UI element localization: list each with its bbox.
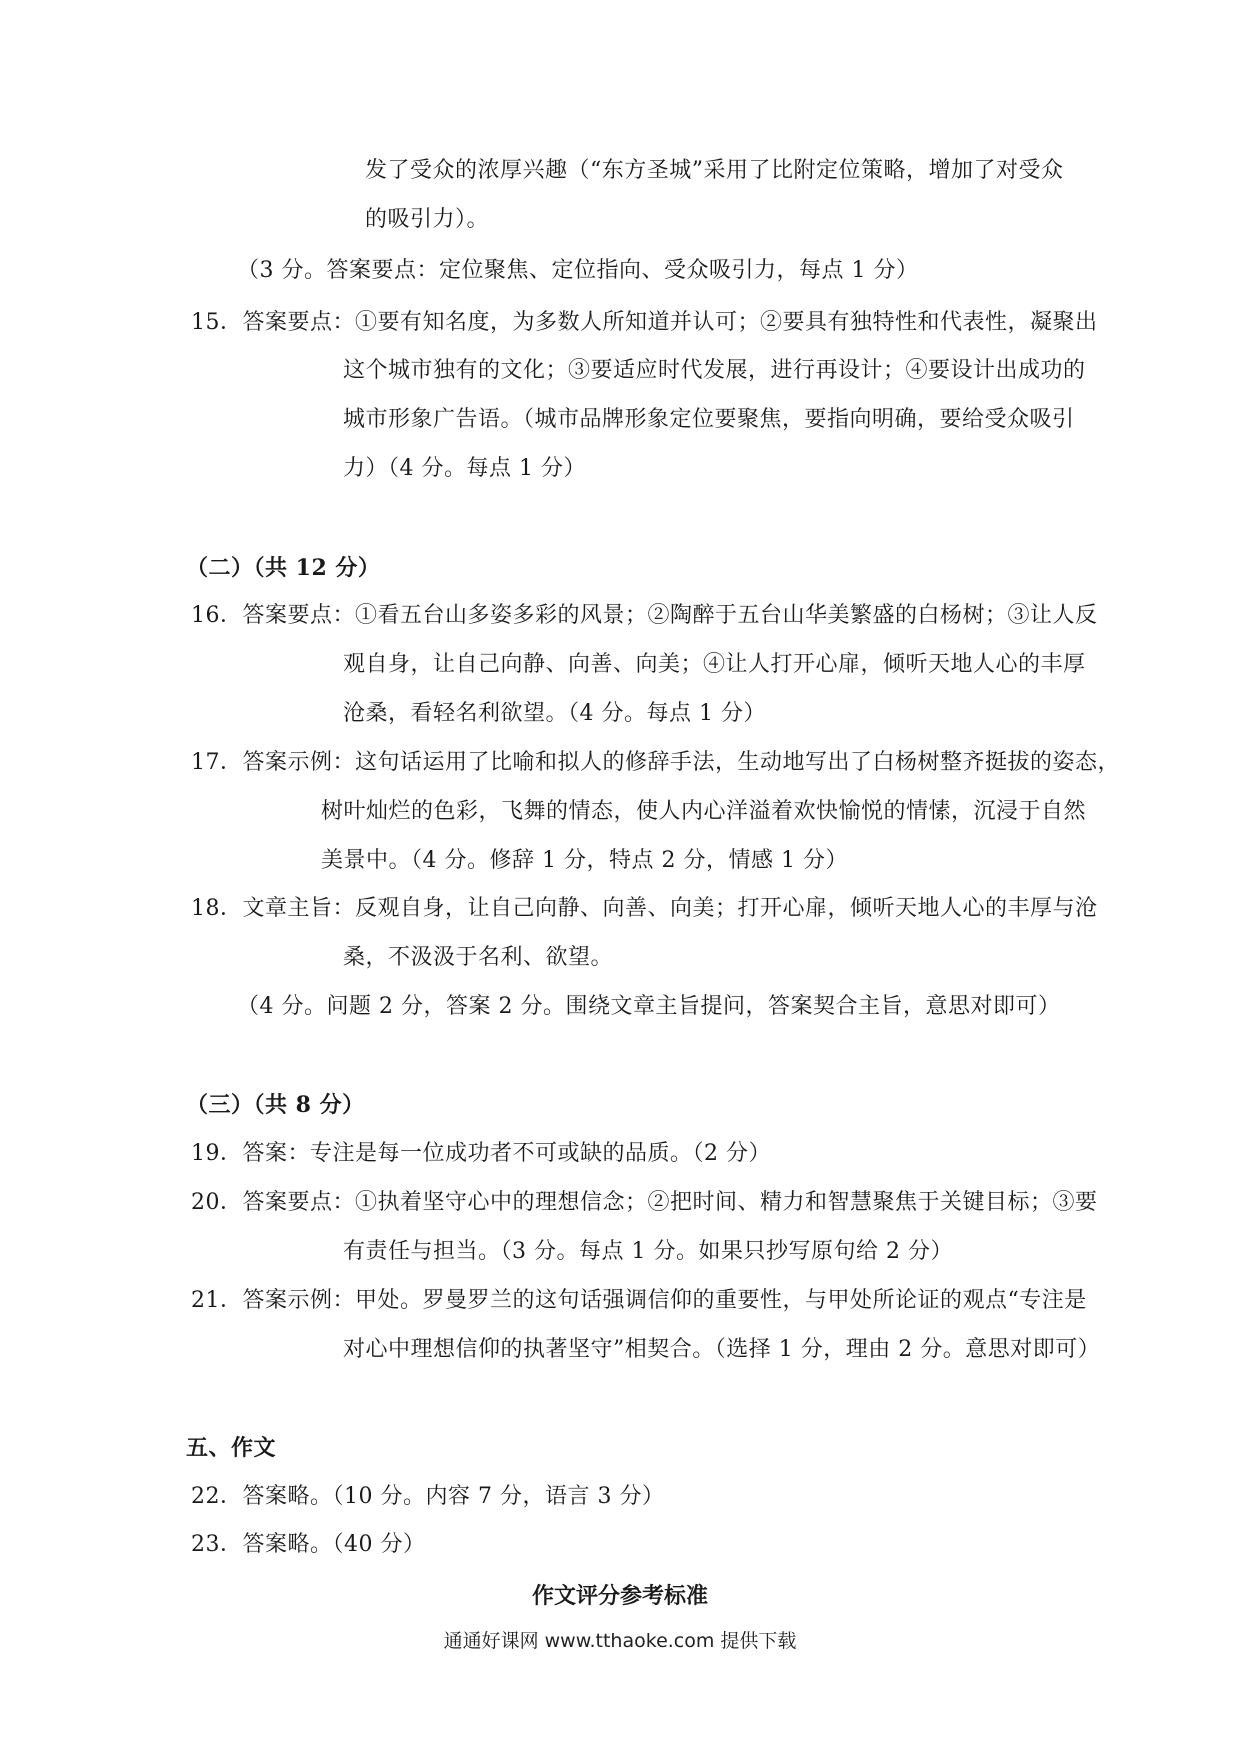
q19-line-1: 19．答案：专注是每一位成功者不可或缺的品质。（2 分） (191, 1141, 771, 1166)
download-footer: 通通好课网 www.tthaoke.com 提供下载 (443, 1630, 797, 1652)
q21-line-2: 对心中理想信仰的执著坚守”相契合。（选择 1 分，理由 2 分。意思对即可） (343, 1337, 1101, 1362)
q17-line-3: 美景中。（4 分。修辞 1 分，特点 2 分，情感 1 分） (321, 848, 848, 873)
q18-line-1: 18．文章主旨：反观自身，让自己向静、向善、向美；打开心扉，倾听天地人心的丰厚与沧 (191, 896, 1098, 921)
q16-line-1: 16．答案要点：①看五台山多姿多彩的风景；②陶醉于五台山华美繁盛的白杨树；③让人反 (191, 603, 1098, 628)
q14-line-1: 发了受众的浓厚兴趣（“东方圣城”采用了比附定位策略，增加了对受众 (365, 158, 1064, 183)
q21-line-1: 21．答案示例：甲处。罗曼罗兰的这句话强调信仰的重要性，与甲处所论证的观点“专注是 (191, 1288, 1087, 1313)
q16-line-2: 观自身，让自己向静、向善、向美；④让人打开心扉，倾听天地人心的丰厚 (343, 652, 1086, 677)
q18-line-2: 桑，不汲汲于名利、欲望。 (343, 945, 614, 970)
q22-line-1: 22．答案略。（10 分。内容 7 分，语言 3 分） (191, 1484, 665, 1509)
q17-line-2: 树叶灿烂的色彩，飞舞的情态，使人内心洋溢着欢快愉悦的情愫，沉浸于自然 (321, 799, 1087, 824)
q17-line-1: 17．答案示例：这句话运用了比喻和拟人的修辞手法，生动地写出了白杨树整齐挺拔的姿态， (191, 750, 1120, 775)
q15-line-1: 15．答案要点：①要有知名度，为多数人所知道并认可；②要具有独特性和代表性，凝聚出 (191, 310, 1098, 335)
q20-line-2: 有责任与担当。（3 分。每点 1 分。如果只抄写原句给 2 分） (343, 1239, 953, 1264)
q15-line-4: 力）（4 分。每点 1 分） (343, 456, 586, 481)
section-5-heading: 五、作文 (186, 1435, 277, 1461)
q14-score: （3 分。答案要点：定位聚焦、定位指向、受众吸引力，每点 1 分） (237, 258, 919, 283)
section-3-heading: （三）（共 8 分） (186, 1092, 365, 1118)
q20-line-1: 20．答案要点：①执着坚守心中的理想信念；②把时间、精力和智慧聚焦于关键目标；③要 (191, 1190, 1098, 1215)
q15-line-2: 这个城市独有的文化；③要适应时代发展，进行再设计；④要设计出成功的 (343, 358, 1086, 383)
rubric-title: 作文评分参考标准 (531, 1583, 708, 1609)
q14-line-2: 的吸引力）。 (365, 207, 490, 232)
q23-line-1: 23．答案略。（40 分） (191, 1532, 426, 1557)
q18-score: （4 分。问题 2 分，答案 2 分。围绕文章主旨提问，答案契合主旨，意思对即可） (237, 994, 1061, 1019)
q15-line-3: 城市形象广告语。（城市品牌形象定位要聚焦，要指向明确，要给受众吸引 (343, 407, 1075, 432)
section-2-heading: （二）（共 12 分） (186, 555, 381, 581)
q16-line-3: 沧桑，看轻名利欲望。（4 分。每点 1 分） (343, 701, 766, 726)
